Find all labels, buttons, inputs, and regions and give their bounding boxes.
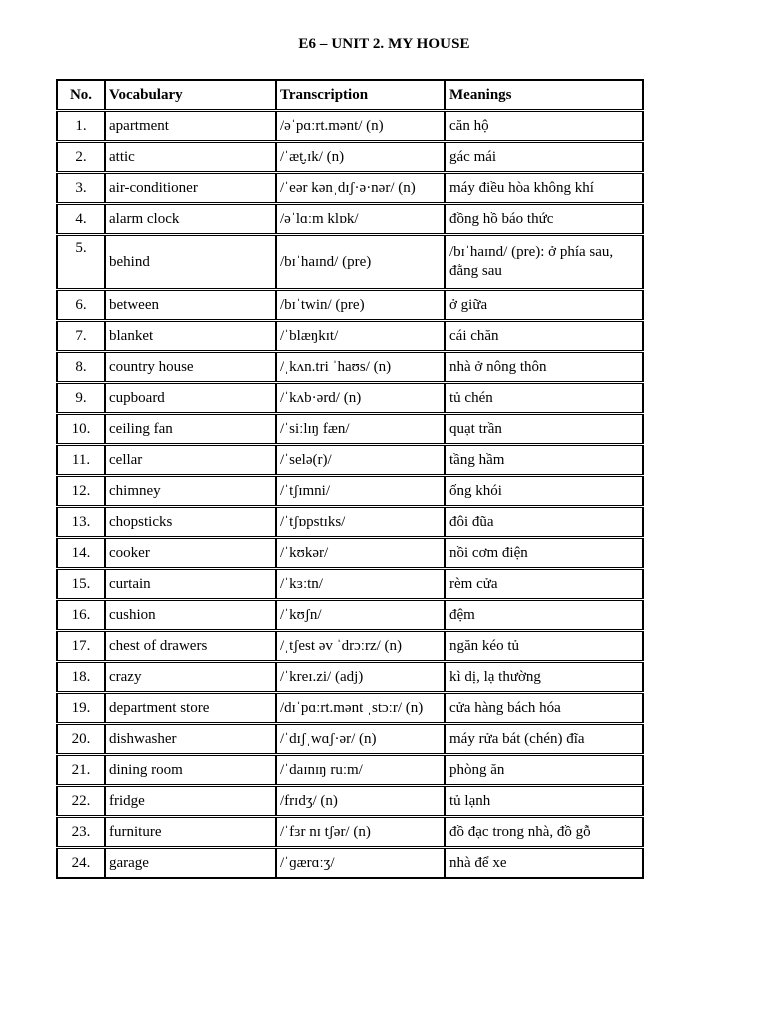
meaning-cell: đệm bbox=[445, 600, 643, 631]
vocabulary-cell: dishwasher bbox=[105, 724, 276, 755]
table-row bbox=[57, 321, 643, 352]
vocabulary-cell: cupboard bbox=[105, 383, 276, 414]
meaning-cell: nhà để xe bbox=[445, 848, 643, 879]
vocabulary-cell: chest of drawers bbox=[105, 631, 276, 662]
row-number: 21. bbox=[57, 755, 105, 786]
table-row bbox=[57, 755, 643, 786]
vocabulary-cell: crazy bbox=[105, 662, 276, 693]
row-number: 16. bbox=[57, 600, 105, 631]
table-row bbox=[57, 173, 643, 204]
transcription-cell: /əˈpɑːrt.mənt/ (n) bbox=[276, 111, 445, 142]
page-title: E6 – UNIT 2. MY HOUSE bbox=[298, 36, 470, 52]
row-number: 22. bbox=[57, 786, 105, 817]
row-number: 8. bbox=[57, 352, 105, 383]
meaning-cell: tủ chén bbox=[445, 383, 643, 414]
vocabulary-cell: cellar bbox=[105, 445, 276, 476]
vocabulary-cell: apartment bbox=[105, 111, 276, 142]
transcription-cell: /ˈdɪʃˌwɑʃ·ər/ (n) bbox=[276, 724, 445, 755]
vocabulary-cell: cushion bbox=[105, 600, 276, 631]
meaning-cell: quạt trần bbox=[445, 414, 643, 445]
row-number: 14. bbox=[57, 538, 105, 569]
row-number: 23. bbox=[57, 817, 105, 848]
meaning-cell: kì dị, lạ thường bbox=[445, 662, 643, 693]
transcription-cell: /ˈfɜr nɪ tʃər/ (n) bbox=[276, 817, 445, 848]
meaning-cell: ở giữa bbox=[445, 290, 643, 321]
vocabulary-cell: cooker bbox=[105, 538, 276, 569]
vocabulary-cell: behind bbox=[105, 235, 276, 290]
table-row bbox=[57, 445, 643, 476]
table-row bbox=[57, 600, 643, 631]
row-number: 24. bbox=[57, 848, 105, 879]
table-row bbox=[57, 290, 643, 321]
meaning-cell: nồi cơm điện bbox=[445, 538, 643, 569]
table-row bbox=[57, 569, 643, 600]
transcription-cell: /bɪˈhaɪnd/ (pre) bbox=[276, 235, 445, 290]
vocabulary-cell: country house bbox=[105, 352, 276, 383]
meaning-cell: căn hộ bbox=[445, 111, 643, 142]
vocabulary-cell: furniture bbox=[105, 817, 276, 848]
vocabulary-cell: department store bbox=[105, 693, 276, 724]
table-row bbox=[57, 414, 643, 445]
row-number: 18. bbox=[57, 662, 105, 693]
vocabulary-cell: blanket bbox=[105, 321, 276, 352]
vocabulary-cell: air-conditioner bbox=[105, 173, 276, 204]
vocabulary-table bbox=[56, 79, 644, 879]
transcription-cell: /ˈɡærɑːʒ/ bbox=[276, 848, 445, 879]
row-number: 20. bbox=[57, 724, 105, 755]
meaning-cell: phòng ăn bbox=[445, 755, 643, 786]
row-number: 19. bbox=[57, 693, 105, 724]
transcription-cell: /ˈkʊʃn/ bbox=[276, 600, 445, 631]
header-transcription: Transcription bbox=[276, 80, 445, 111]
header-meanings: Meanings bbox=[445, 80, 643, 111]
table-row bbox=[57, 693, 643, 724]
row-number: 6. bbox=[57, 290, 105, 321]
transcription-cell: /ˈtʃɒpstɪks/ bbox=[276, 507, 445, 538]
meaning-cell: máy điều hòa không khí bbox=[445, 173, 643, 204]
row-number: 10. bbox=[57, 414, 105, 445]
header-vocabulary: Vocabulary bbox=[105, 80, 276, 111]
row-number: 13. bbox=[57, 507, 105, 538]
row-number: 2. bbox=[57, 142, 105, 173]
vocabulary-cell: between bbox=[105, 290, 276, 321]
table-row bbox=[57, 507, 643, 538]
header-no: No. bbox=[57, 80, 105, 111]
meaning-cell: đồ đạc trong nhà, đồ gỗ bbox=[445, 817, 643, 848]
vocabulary-cell: garage bbox=[105, 848, 276, 879]
meaning-cell: cửa hàng bách hóa bbox=[445, 693, 643, 724]
vocabulary-cell: attic bbox=[105, 142, 276, 173]
meaning-cell: đồng hồ báo thức bbox=[445, 204, 643, 235]
row-number: 17. bbox=[57, 631, 105, 662]
table-row bbox=[57, 111, 643, 142]
vocabulary-cell: chopsticks bbox=[105, 507, 276, 538]
transcription-cell: /ˈsiːlɪŋ fæn/ bbox=[276, 414, 445, 445]
transcription-cell: /ˈblæŋkɪt/ bbox=[276, 321, 445, 352]
transcription-cell: /frɪdʒ/ (n) bbox=[276, 786, 445, 817]
transcription-cell: /ˌtʃest əv ˈdrɔːrz/ (n) bbox=[276, 631, 445, 662]
table-header-row bbox=[57, 80, 643, 111]
transcription-cell: /ˈeər kənˌdɪʃ·ə·nər/ (n) bbox=[276, 173, 445, 204]
row-number: 9. bbox=[57, 383, 105, 414]
table-row bbox=[57, 786, 643, 817]
meaning-cell: /bɪˈhaɪnd/ (pre): ở phía sau, đằng sau bbox=[445, 235, 643, 290]
transcription-cell: /ˈkʊkər/ bbox=[276, 538, 445, 569]
meaning-cell: tủ lạnh bbox=[445, 786, 643, 817]
meaning-cell: đôi đũa bbox=[445, 507, 643, 538]
row-number: 15. bbox=[57, 569, 105, 600]
transcription-cell: /ˈkʌb·ərd/ (n) bbox=[276, 383, 445, 414]
meaning-cell: tầng hầm bbox=[445, 445, 643, 476]
vocabulary-cell: alarm clock bbox=[105, 204, 276, 235]
meaning-cell: ngăn kéo tủ bbox=[445, 631, 643, 662]
transcription-cell: /əˈlɑːm klɒk/ bbox=[276, 204, 445, 235]
meaning-cell: máy rửa bát (chén) đĩa bbox=[445, 724, 643, 755]
table-row bbox=[57, 538, 643, 569]
transcription-cell: /ˈtʃɪmni/ bbox=[276, 476, 445, 507]
row-number: 4. bbox=[57, 204, 105, 235]
table-row bbox=[57, 235, 643, 290]
row-number: 5. bbox=[57, 235, 105, 290]
table-body bbox=[57, 111, 643, 879]
table-row bbox=[57, 204, 643, 235]
table-row bbox=[57, 817, 643, 848]
table-row bbox=[57, 631, 643, 662]
table-row bbox=[57, 476, 643, 507]
table-row bbox=[57, 848, 643, 879]
table-row bbox=[57, 352, 643, 383]
transcription-cell: /ˈkɜːtn/ bbox=[276, 569, 445, 600]
vocabulary-cell: ceiling fan bbox=[105, 414, 276, 445]
row-number: 11. bbox=[57, 445, 105, 476]
transcription-cell: /ˈselə(r)/ bbox=[276, 445, 445, 476]
table-row bbox=[57, 724, 643, 755]
vocabulary-cell: fridge bbox=[105, 786, 276, 817]
transcription-cell: /ˈæt̬.ɪk/ (n) bbox=[276, 142, 445, 173]
row-number: 12. bbox=[57, 476, 105, 507]
meaning-cell: cái chăn bbox=[445, 321, 643, 352]
meaning-cell: nhà ở nông thôn bbox=[445, 352, 643, 383]
table-row bbox=[57, 383, 643, 414]
vocabulary-cell: dining room bbox=[105, 755, 276, 786]
row-number: 3. bbox=[57, 173, 105, 204]
transcription-cell: /dɪˈpɑːrt.mənt ˌstɔːr/ (n) bbox=[276, 693, 445, 724]
row-number: 7. bbox=[57, 321, 105, 352]
table-row bbox=[57, 142, 643, 173]
meaning-cell: rèm cửa bbox=[445, 569, 643, 600]
meaning-cell: ống khói bbox=[445, 476, 643, 507]
transcription-cell: /ˈkreɪ.zi/ (adj) bbox=[276, 662, 445, 693]
vocabulary-cell: curtain bbox=[105, 569, 276, 600]
transcription-cell: /bɪˈtwin/ (pre) bbox=[276, 290, 445, 321]
table-row bbox=[57, 662, 643, 693]
transcription-cell: /ˈdaɪnɪŋ ruːm/ bbox=[276, 755, 445, 786]
row-number: 1. bbox=[57, 111, 105, 142]
transcription-cell: /ˌkʌn.tri ˈhaʊs/ (n) bbox=[276, 352, 445, 383]
meaning-cell: gác mái bbox=[445, 142, 643, 173]
vocabulary-cell: chimney bbox=[105, 476, 276, 507]
